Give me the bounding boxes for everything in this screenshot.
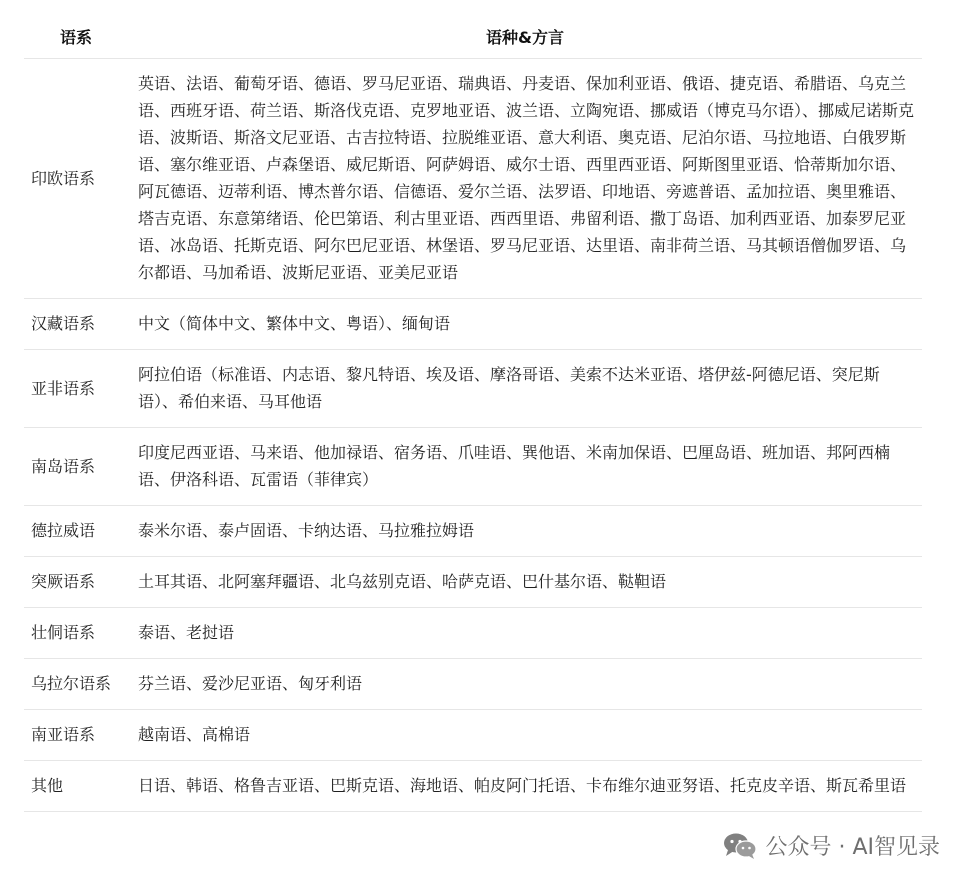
row-family-cell: 其他 [24, 761, 128, 812]
row-family-cell: 乌拉尔语系 [24, 659, 128, 710]
row-family-cell: 亚非语系 [24, 350, 128, 428]
watermark-text: 公众号 · AI智见录 [765, 835, 940, 860]
wechat-icon [723, 832, 757, 860]
row-family-cell: 汉藏语系 [24, 299, 128, 350]
row-family-cell: 印欧语系 [24, 59, 128, 299]
row-languages-cell: 中文（简体中文、繁体中文、粤语）、缅甸语 [128, 299, 922, 350]
row-languages-cell: 土耳其语、北阿塞拜疆语、北乌兹别克语、哈萨克语、巴什基尔语、鞑靼语 [128, 557, 922, 608]
row-family-cell: 壮侗语系 [24, 608, 128, 659]
row-languages-cell: 越南语、高棉语 [128, 710, 922, 761]
row-languages-cell: 阿拉伯语（标准语、内志语、黎凡特语、埃及语、摩洛哥语、美索不达米亚语、塔伊兹-阿德尼语、突尼斯语）、希伯来语、马耳他语 [128, 350, 922, 428]
table-row [24, 59, 922, 299]
row-family-cell: 突厥语系 [24, 557, 128, 608]
header-language-family: 语系 [24, 14, 128, 59]
row-languages-cell: 芬兰语、爱沙尼亚语、匈牙利语 [128, 659, 922, 710]
table-row [24, 710, 922, 761]
table-row [24, 761, 922, 812]
language-family-table [24, 14, 922, 812]
table-row [24, 557, 922, 608]
language-family-table-container [24, 14, 922, 812]
row-family-cell: 德拉威语 [24, 506, 128, 557]
wechat-watermark [719, 828, 944, 863]
table-header-row [24, 14, 922, 59]
row-languages-cell: 日语、韩语、格鲁吉亚语、巴斯克语、海地语、帕皮阿门托语、卡布维尔迪亚努语、托克皮辛语、斯瓦希里语 [128, 761, 922, 812]
header-languages-dialects: 语种&方言 [128, 14, 922, 59]
row-languages-cell: 泰米尔语、泰卢固语、卡纳达语、马拉雅拉姆语 [128, 506, 922, 557]
row-family-cell: 南岛语系 [24, 428, 128, 506]
row-family-cell: 南亚语系 [24, 710, 128, 761]
table-row [24, 659, 922, 710]
table-row [24, 506, 922, 557]
table-row [24, 299, 922, 350]
table-row [24, 350, 922, 428]
table-row [24, 608, 922, 659]
row-languages-cell: 英语、法语、葡萄牙语、德语、罗马尼亚语、瑞典语、丹麦语、保加利亚语、俄语、捷克语、希腊语、乌克兰语、西班牙语、荷兰语、斯洛伐克语、克罗地亚语、波兰语、立陶宛语、挪威语（博克马尔语）、挪威尼诺斯克语、波斯语、斯洛文尼亚语、古吉拉特语、拉脱维亚语、意大利语、奥克语、尼泊尔语、马拉地语、白俄罗斯语、塞尔维亚语、卢森堡语、威尼斯语、阿萨姆语、威尔士语、西里西亚语、阿斯图里亚语、恰蒂斯加尔语、阿瓦德语、迈蒂利语、博杰普尔语、信德语、爱尔兰语、法罗语、印地语、旁遮普语、孟加拉语、奥里雅语、塔吉克语、东意第绪语、伦巴第语、利古里亚语、西西里语、弗留利语、撒丁岛语、加利西亚语、加泰罗尼亚语、冰岛语、托斯克语、阿尔巴尼亚语、林堡语、罗马尼亚语、达里语、南非荷兰语、马其顿语僧伽罗语、乌尔都语、马加希语、波斯尼亚语、亚美尼亚语 [128, 59, 922, 299]
row-languages-cell: 印度尼西亚语、马来语、他加禄语、宿务语、爪哇语、巽他语、米南加保语、巴厘岛语、班加语、邦阿西楠语、伊洛科语、瓦雷语（菲律宾） [128, 428, 922, 506]
table-row [24, 428, 922, 506]
row-languages-cell: 泰语、老挝语 [128, 608, 922, 659]
